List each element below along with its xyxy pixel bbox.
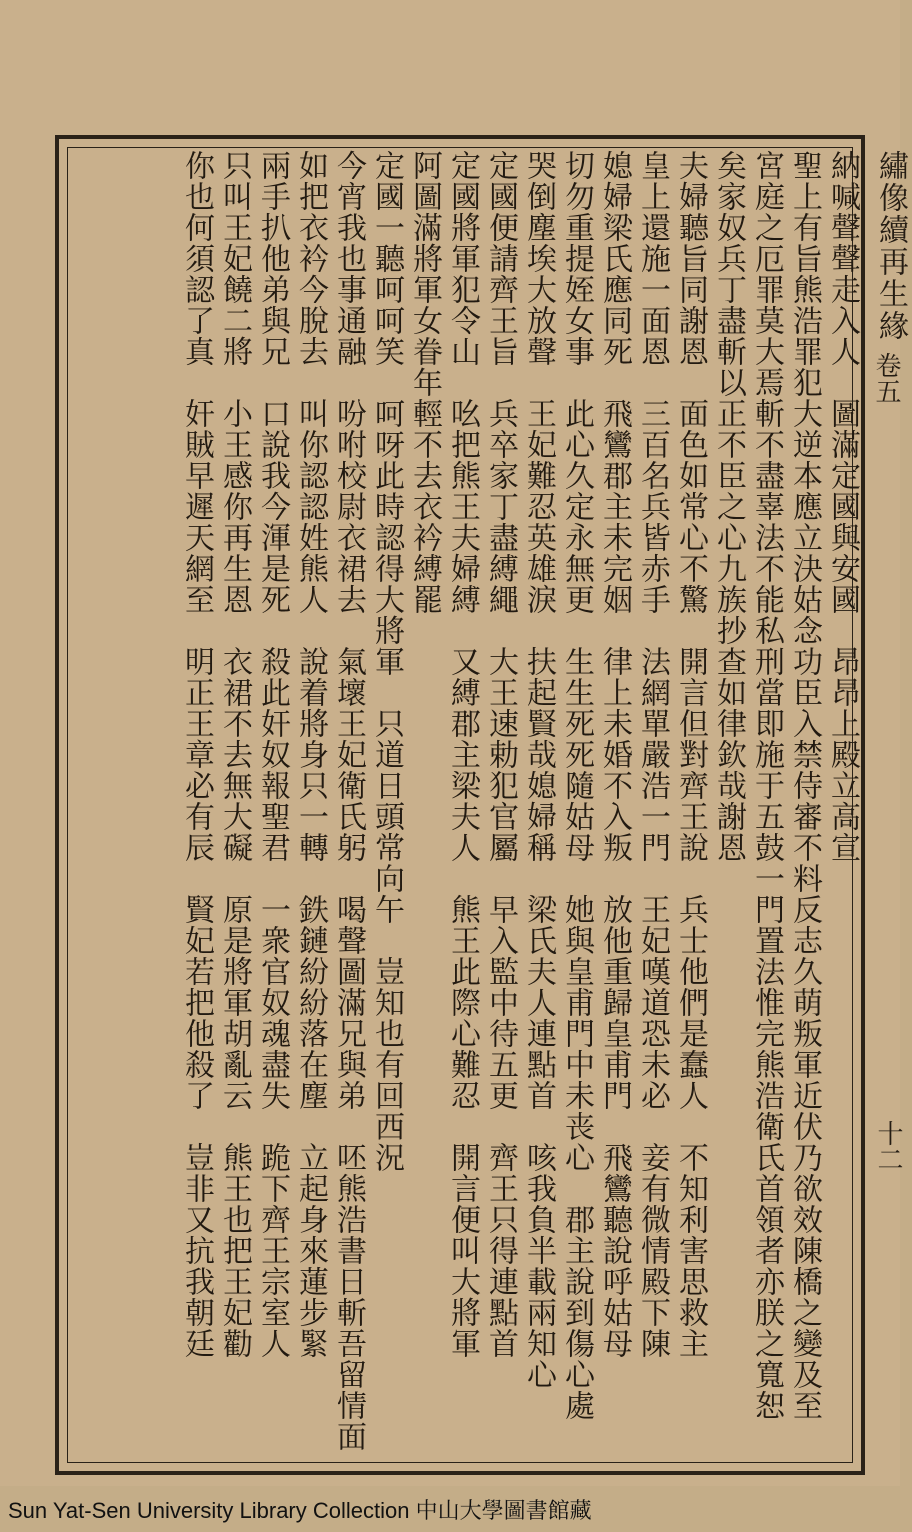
text-column: 如把衣衿今脫去 叫你認認姓熊人 說着將身只一轉 鉄鏈紛紛落在塵 立起身來蓮步緊 — [293, 150, 328, 1359]
text-column: 宮庭之厄罪莫大焉斬不盡辜法不能私刑當即施于五鼓一門置法惟完熊浩衛氏首領者亦朕之寬恕 — [749, 150, 784, 1421]
text-column: 聖上有旨熊浩罪犯大逆本應立決姑念功臣入禁侍審不料反志久萌叛軍近伏乃欲效陳橋之變及至 — [787, 150, 822, 1421]
text-column: 切勿重提姪女事 此心久定永無更 生生死死隨姑母 她與皇甫門中未丧心 郡主說到傷心處 — [559, 150, 594, 1421]
text-column: 定國便請齊王旨 兵卒家丁盡縛繩 大王速勅犯官屬 早入監中待五更 齊王只得連點首 — [483, 150, 518, 1359]
text-column: 哭倒塵埃大放聲 王妃難忍英雄淚 扶起賢哉媳婦稱 梁氏夫人連點首 咳我負半載兩知心 — [521, 150, 556, 1390]
page-number: 十二 — [873, 1120, 903, 1172]
text-column: 只叫王妃饒二將 小王感你再生恩 衣裙不去無大礙 原是將軍胡亂云 熊王也把王妃勸 — [217, 150, 252, 1359]
footer-credit: Sun Yat-Sen University Library Collection 中山大學圖書館藏 — [8, 1498, 592, 1523]
side-title: 繡像續再生緣 — [873, 150, 908, 342]
text-column: 定國一聽呵呵笑 呵呀此時認得大將軍 只道日頭常向午 豈知也有回西況 — [369, 150, 404, 1173]
footer-bar — [0, 1486, 900, 1532]
text-column: 今宵我也事通融 吩咐校尉衣裙去 氣壞王妃衛氏躬 喝聲圖滿兄與弟 呸熊浩書日斬吾留情面 — [331, 150, 366, 1452]
text-column: 你也何須認了真 奸賊早遲天網至 明正王章必有辰 賢妃若把他殺了 豈非又抗我朝廷 — [179, 150, 214, 1359]
text-column: 阿圖滿將軍女眷年輕不去衣衿縛罷 — [407, 150, 442, 615]
text-column: 納喊聲聲走入人 圖滿定國與安國 昂昂上殿立高宣 — [825, 150, 860, 863]
text-columns — [60, 150, 860, 1470]
text-column: 兩手扒他弟與兄 口說我今渾是死 殺此奸奴報聖君 一衆官奴魂盡失 跪下齊王宗室人 — [255, 150, 290, 1359]
text-column: 矣家奴兵丁盡斬以正不臣之心九族抄查如律欽哉謝恩 — [711, 150, 746, 863]
volume-label: 卷五 — [871, 352, 901, 404]
side-margin — [868, 150, 908, 404]
text-column: 夫婦聽旨同謝恩 面色如常心不驚 開言但對齊王說 兵士他們是蠢人 不知利害思救主 — [673, 150, 708, 1359]
text-column: 定國將軍犯令山 吆把熊王夫婦縛 又縛郡主梁夫人 熊王此際心難忍 開言便叫大將軍 — [445, 150, 480, 1359]
text-column: 媳婦梁氏應同死 飛鸞郡主未完姻 律上未婚不入叛 放他重歸皇甫門 飛鸞聽說呼姑母 — [597, 150, 632, 1359]
text-column: 皇上還施一面恩 三百名兵皆赤手 法網單嚴浩一門 王妃嘆道恐未必 妾有微情殿下陳 — [635, 150, 670, 1359]
